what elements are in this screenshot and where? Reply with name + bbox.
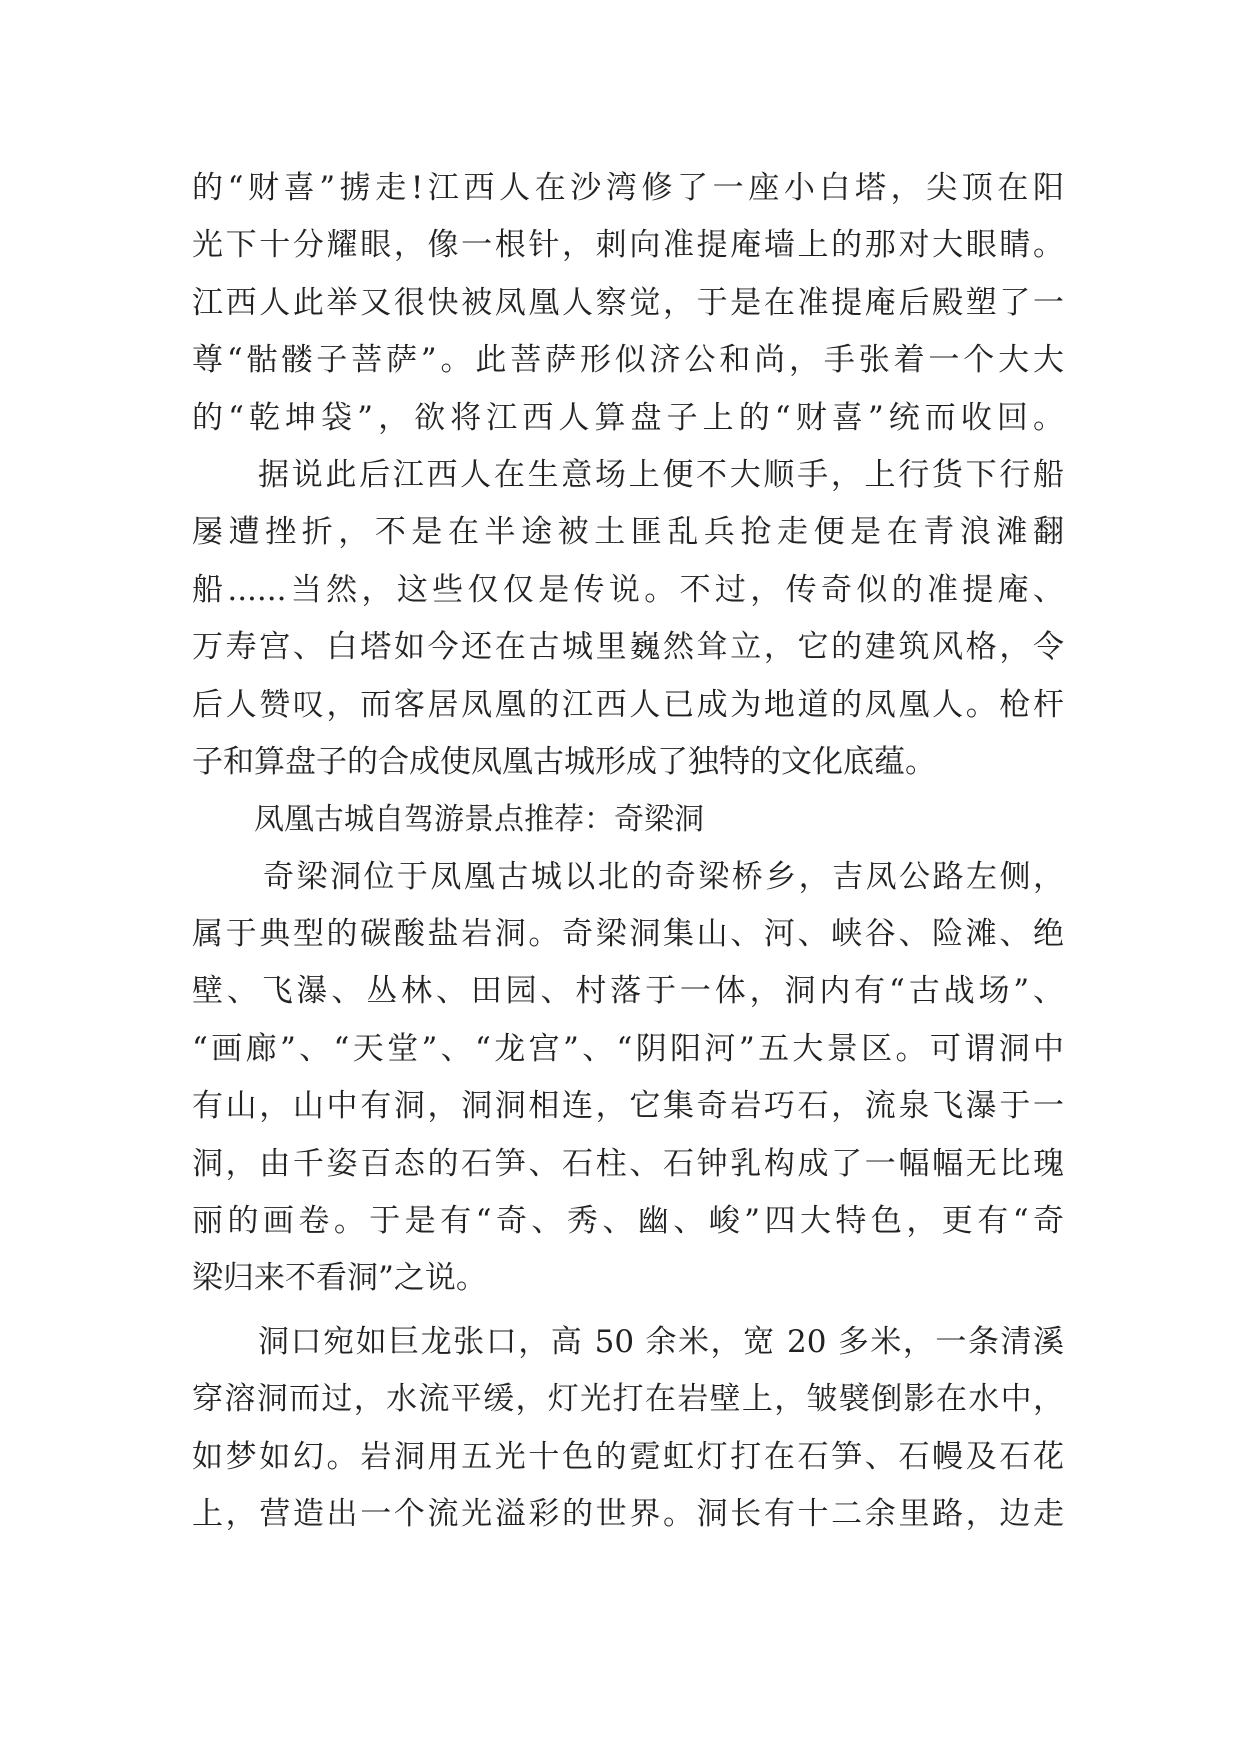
text-line: 穿溶洞而过，水流平缓，灯光打在岩壁上，皱襞倒影在水中， <box>192 1381 1064 1418</box>
text-line: 后人赞叹，而客居凤凰的江西人已成为地道的凤凰人。枪杆 <box>192 686 1064 723</box>
paragraph-first-line: 洞口宛如巨龙张口，高 50 余米，宽 20 多米，一条清溪 <box>258 1323 1064 1360</box>
text-line: 梁归来不看洞”之说。 <box>192 1260 487 1297</box>
text-line: “画廊”、“天堂”、“龙宫”、“阴阳河”五大景区。可谓洞中 <box>192 1030 1064 1067</box>
text-line: 万寿宫、白塔如今还在古城里巍然耸立，它的建筑风格，令 <box>192 629 1064 666</box>
text-line: 的“乾坤袋”，欲将江西人算盘子上的“财喜”统而收回。 <box>192 399 1064 436</box>
text-line: 如梦如幻。岩洞用五光十色的霓虹灯打在石笋、石幔及石花 <box>192 1438 1064 1475</box>
text-line: 壁、飞瀑、丛林、田园、村落于一体，洞内有“古战场”、 <box>192 973 1064 1010</box>
text-line: 船......当然，这些仅仅是传说。不过，传奇似的准提庵、 <box>192 571 1064 608</box>
paragraph-first-line: 据说此后江西人在生意场上便不大顺手，上行货下行船 <box>258 456 1064 493</box>
text-line: 属于典型的碳酸盐岩洞。奇梁洞集山、河、峡谷、险滩、绝 <box>192 916 1064 953</box>
text-line: 丽的画卷。于是有“奇、秀、幽、峻”四大特色，更有“奇 <box>192 1203 1064 1240</box>
document-body <box>192 160 1064 1543</box>
text-line: 屡遭挫折，不是在半途被土匪乱兵抢走便是在青浪滩翻 <box>192 514 1064 551</box>
text-line: 洞，由千姿百态的石笋、石柱、石钟乳构成了一幅幅无比瑰 <box>192 1145 1064 1182</box>
text-line: 江西人此举又很快被凤凰人察觉，于是在准提庵后殿塑了一 <box>192 284 1064 321</box>
paragraph-first-line: 奇梁洞位于凤凰古城以北的奇梁桥乡，吉凤公路左侧， <box>263 858 1064 895</box>
text-line: 有山，山中有洞，洞洞相连，它集奇岩巧石，流泉飞瀑于一 <box>192 1088 1064 1125</box>
text-line: 的“财喜”掳走!江西人在沙湾修了一座小白塔，尖顶在阳 <box>192 170 1064 206</box>
text-line: 光下十分耀眼，像一根针，刺向准提庵墙上的那对大眼睛。 <box>192 227 1064 264</box>
text-line: 尊“骷髅子菩萨”。此菩萨形似济公和尚，手张着一个大大 <box>192 342 1064 379</box>
section-heading: 凤凰古城自驾游景点推荐：奇梁洞 <box>254 802 704 838</box>
text-line: 子和算盘子的合成使凤凰古城形成了独特的文化底蕴。 <box>192 743 936 780</box>
text-line: 上，营造出一个流光溢彩的世界。洞长有十二余里路，边走 <box>192 1495 1064 1532</box>
